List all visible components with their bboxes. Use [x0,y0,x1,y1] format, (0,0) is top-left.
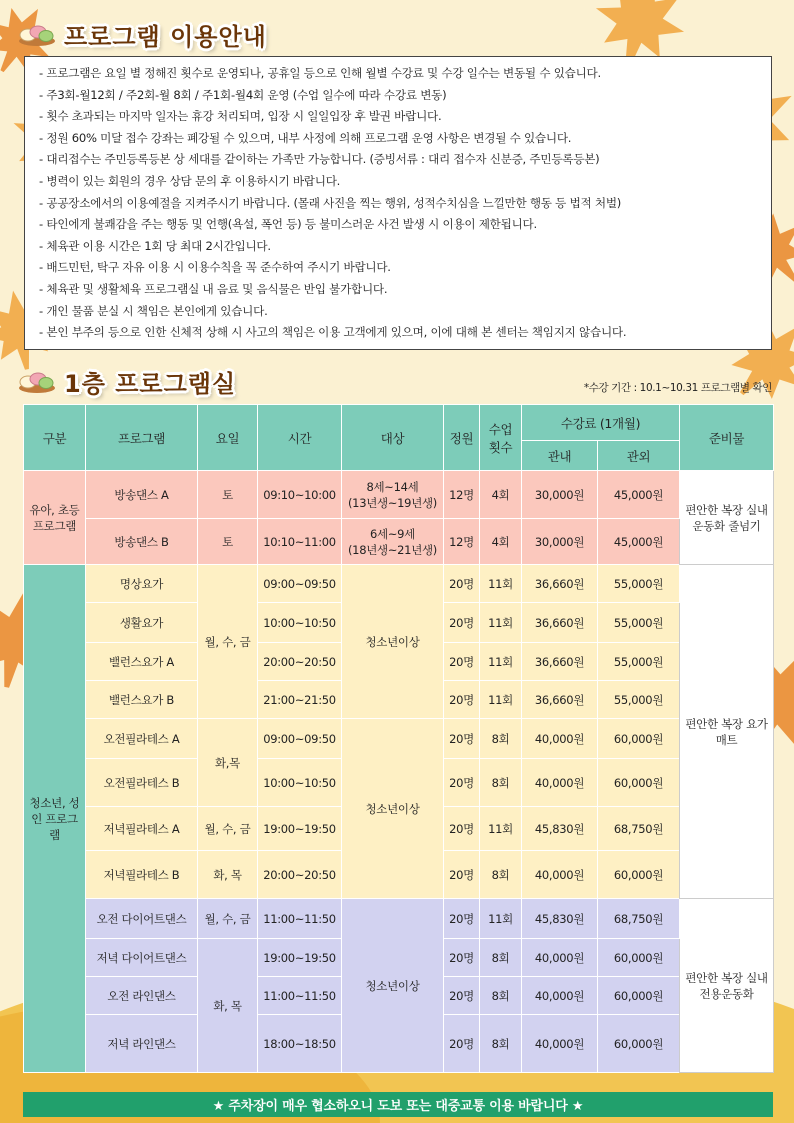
section-title-guide [18,14,267,54]
fee-out: 55,000원 [598,643,680,681]
program-name: 명상요가 [86,565,198,603]
header-target: 대상 [342,405,444,471]
program-name: 오전 다이어트댄스 [86,899,198,939]
fee-in: 45,830원 [522,807,598,851]
fee-out: 68,750원 [598,807,680,851]
program-sessions: 11회 [480,807,522,851]
fee-out: 55,000원 [598,603,680,643]
notice-item: - 체육관 이용 시간은 1회 당 최대 2시간입니다. [39,238,271,253]
program-capacity: 20명 [444,643,480,681]
rice-cake-icon [18,368,56,394]
program-target [342,471,444,519]
fee-out: 45,000원 [598,519,680,565]
notice-item: - 병력이 있는 회원의 경우 상담 문의 후 이용하시기 바랍니다. [39,173,341,188]
program-day: 화, 목 [198,939,258,1073]
program-time: 10:00~10:50 [258,759,342,807]
program-capacity: 20명 [444,565,480,603]
fee-in: 36,660원 [522,681,598,719]
header-category: 구분 [24,405,86,471]
program-time: 18:00~18:50 [258,1015,342,1073]
program-time: 11:00~11:50 [258,899,342,939]
program-time: 10:10~11:00 [258,519,342,565]
program-sessions: 11회 [480,643,522,681]
program-capacity: 20명 [444,681,480,719]
supplies-dance: 편안한 복장 실내전용운동화 [680,899,774,1073]
fee-out: 60,000원 [598,1015,680,1073]
group-adult: 청소년, 성인 프로그램 [24,565,86,1073]
table-row [24,565,774,603]
fee-in: 40,000원 [522,851,598,899]
notice-item: - 횟수 초과되는 마지막 일자는 휴강 처리되며, 입장 시 일일입장 후 발권 바랍니다. [39,109,442,124]
fee-out: 60,000원 [598,759,680,807]
program-capacity: 20명 [444,939,480,977]
fee-in: 40,000원 [522,719,598,759]
fee-out: 60,000원 [598,977,680,1015]
header-fee-in: 관내 [522,441,598,471]
program-target: 청소년이상 [342,565,444,719]
program-sessions: 11회 [480,565,522,603]
notice-box [24,56,772,350]
program-name: 방송댄스 B [86,519,198,565]
program-name: 저녁 라인댄스 [86,1015,198,1073]
notice-item: - 타인에게 불쾌감을 주는 행동 및 언행(욕설, 폭언 등) 등 불미스러운 사건 발생 시 이용이 제한됩니다. [39,217,537,232]
program-time: 09:00~09:50 [258,719,342,759]
program-capacity: 20명 [444,759,480,807]
program-table [23,404,774,1073]
program-name: 오전 라인댄스 [86,977,198,1015]
notice-item: - 주3회-월12회 / 주2회-월 8회 / 주1회-월4회 운영 (수업 일수에 따라 수강료 변동) [39,87,447,102]
program-name: 오전필라테스 A [86,719,198,759]
notice-item: - 프로그램은 요일 별 정해진 횟수로 운영되나, 공휴일 등으로 인해 월별 수강료 및 수강 일수는 변동될 수 있습니다. [39,66,601,80]
rice-cake-icon [18,21,56,47]
program-time: 20:00~20:50 [258,851,342,899]
fee-in: 30,000원 [522,519,598,565]
parking-notice: ★ 주차장이 매우 협소하오니 도보 또는 대중교통 이용 바랍니다 ★ [23,1092,773,1117]
program-time: 20:00~20:50 [258,643,342,681]
fee-out: 55,000원 [598,565,680,603]
fee-in: 40,000원 [522,1015,598,1073]
program-capacity: 20명 [444,1015,480,1073]
program-time: 21:00~21:50 [258,681,342,719]
program-name: 저녁필라테스 B [86,851,198,899]
program-time: 19:00~19:50 [258,939,342,977]
program-name: 저녁 다이어트댄스 [86,939,198,977]
header-sessions: 수업 횟수 [480,405,522,471]
program-sessions: 11회 [480,603,522,643]
room-title: 1층 프로그램실 [64,369,237,398]
header-program: 프로그램 [86,405,198,471]
notice-item: - 체육관 및 생활체육 프로그램실 내 음료 및 음식물은 반입 불가합니다. [39,281,388,296]
fee-in: 30,000원 [522,471,598,519]
program-capacity: 20명 [444,977,480,1015]
program-name: 오전필라테스 B [86,759,198,807]
notice-item: - 개인 물품 분실 시 책임은 본인에게 있습니다. [39,303,268,318]
target-birth-year: (13년생~19년생) [347,495,437,510]
program-day: 토 [198,471,258,519]
program-time: 09:00~09:50 [258,565,342,603]
program-name: 밸런스요가 A [86,643,198,681]
page-title: 프로그램 이용안내 [64,22,267,51]
program-capacity: 20명 [444,719,480,759]
fee-in: 36,660원 [522,643,598,681]
section-title-room [18,361,236,401]
program-day: 토 [198,519,258,565]
program-name: 밸런스요가 B [86,681,198,719]
program-sessions: 11회 [480,681,522,719]
fee-out: 68,750원 [598,899,680,939]
supplies-kids: 편안한 복장 실내운동화 줄넘기 [680,471,774,565]
program-target [342,519,444,565]
fee-in: 40,000원 [522,759,598,807]
table-row [24,719,774,759]
program-time: 09:10~10:00 [258,471,342,519]
program-capacity: 20명 [444,851,480,899]
program-time: 19:00~19:50 [258,807,342,851]
program-sessions: 8회 [480,719,522,759]
fee-out: 60,000원 [598,939,680,977]
fee-in: 40,000원 [522,939,598,977]
table-row [24,519,774,565]
notice-item: - 공공장소에서의 이용예절을 지켜주시기 바랍니다. (몰래 사진을 찍는 행위, 성적수치심을 느낄만한 행동 등 법적 처벌) [39,195,622,210]
program-sessions: 8회 [480,939,522,977]
target-birth-year: (18년생~21년생) [347,542,437,557]
program-name: 방송댄스 A [86,471,198,519]
program-sessions: 8회 [480,851,522,899]
fee-in: 36,660원 [522,565,598,603]
course-period: *수강 기간 : 10.1~10.31 프로그램별 확인 [583,382,772,394]
fee-out: 60,000원 [598,719,680,759]
program-sessions: 11회 [480,899,522,939]
target-age: 8세~14세 [366,479,419,494]
fee-out: 60,000원 [598,851,680,899]
notice-item: - 배드민턴, 탁구 자유 이용 시 이용수칙을 꼭 준수하여 주시기 바랍니다. [39,260,391,275]
program-sessions: 8회 [480,977,522,1015]
program-time: 11:00~11:50 [258,977,342,1015]
program-capacity: 20명 [444,899,480,939]
program-sessions: 8회 [480,1015,522,1073]
supplies-yoga: 편안한 복장 요가매트 [680,565,774,899]
program-sessions: 8회 [480,759,522,807]
fee-in: 36,660원 [522,603,598,643]
header-time: 시간 [258,405,342,471]
program-day: 화, 목 [198,851,258,899]
notice-item: - 본인 부주의 등으로 인한 신체적 상해 시 사고의 책임은 이용 고객에게 있으며, 이에 대해 본 센터는 책임지지 않습니다. [39,325,627,340]
notice-item: - 대리접수는 주민등록등본 상 세대를 같이하는 가족만 가능합니다. (증빙서류 : 대리 접수자 신분증, 주민등록등본) [39,152,600,167]
fee-in: 40,000원 [522,977,598,1015]
header-day: 요일 [198,405,258,471]
header-supplies: 준비물 [680,405,774,471]
fee-in: 45,830원 [522,899,598,939]
program-capacity: 12명 [444,471,480,519]
program-day: 화,목 [198,719,258,807]
notice-list [39,63,761,344]
header-capacity: 정원 [444,405,480,471]
program-target: 청소년이상 [342,719,444,899]
program-capacity: 20명 [444,603,480,643]
fee-out: 45,000원 [598,471,680,519]
program-sessions: 4회 [480,471,522,519]
header-fee: 수강료 (1개월) [522,405,680,441]
program-sessions: 4회 [480,519,522,565]
fee-out: 55,000원 [598,681,680,719]
program-target: 청소년이상 [342,899,444,1073]
program-day: 월, 수, 금 [198,899,258,939]
program-day: 월, 수, 금 [198,565,258,719]
program-name: 저녁필라테스 A [86,807,198,851]
table-row [24,471,774,519]
program-time: 10:00~10:50 [258,603,342,643]
program-day: 월, 수, 금 [198,807,258,851]
header-fee-out: 관외 [598,441,680,471]
program-name: 생활요가 [86,603,198,643]
target-age: 6세~9세 [370,526,415,541]
notice-item: - 정원 60% 미달 접수 강좌는 폐강될 수 있으며, 내부 사정에 의해 프로그램 운영 사항은 변경될 수 있습니다. [39,130,572,145]
program-capacity: 20명 [444,807,480,851]
program-capacity: 12명 [444,519,480,565]
group-kids: 유아, 초등 프로그램 [24,471,86,565]
table-row [24,899,774,939]
